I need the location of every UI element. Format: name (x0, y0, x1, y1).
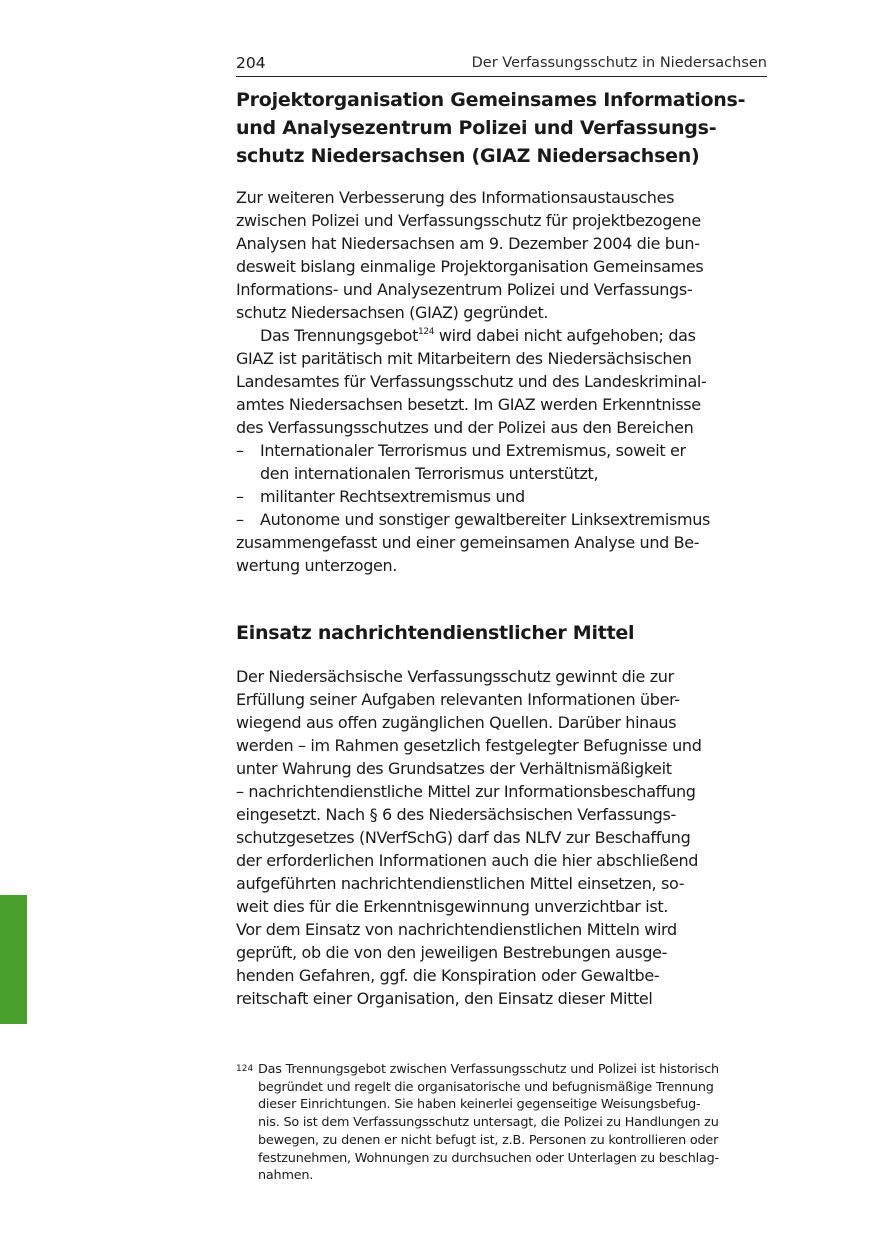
text-line: GIAZ ist paritätisch mit Mitarbeitern des Niedersächsischen (236, 349, 692, 368)
header-rule (236, 76, 767, 77)
dash-bullet: – (236, 510, 244, 529)
text-line: zwischen Polizei und Verfassungsschutz für projektbezogene (236, 211, 701, 230)
list-item (236, 439, 767, 462)
text-line: Erfüllung seiner Aufgaben relevanten Informationen über- (236, 690, 680, 709)
section-heading-giaz (236, 86, 767, 170)
footnote-line: nahmen. (258, 1168, 314, 1184)
text-line: Zur weiteren Verbesserung des Informationsaustausches (236, 188, 675, 207)
footnote-line: nis. So ist dem Verfassungsschutz untersagt, die Polizei zu Handlungen zu (258, 1115, 719, 1131)
paragraph-trennungsgebot (236, 324, 767, 577)
footnote-line: festzunehmen, Wohnungen zu durchsuchen oder Unterlagen zu beschlag- (258, 1150, 719, 1166)
text-line: weit dies für die Erkenntnisgewinnung unverzichtbar ist. (236, 897, 669, 916)
text-line: desweit bislang einmalige Projektorganisation Gemeinsames (236, 257, 704, 276)
text-line: geprüft, ob die von den jeweiligen Bestrebungen ausge- (236, 943, 668, 962)
text-fragment: Das Trennungsgebot (260, 326, 419, 345)
paragraph-giaz-intro (236, 186, 767, 324)
text-fragment: wird dabei nicht aufgehoben; das (434, 326, 696, 345)
footnote-124 (236, 1061, 767, 1185)
text-line: Analysen hat Niedersachsen am 9. Dezember 2004 die bun- (236, 234, 700, 253)
dash-bullet: – (236, 441, 244, 460)
footnote-line: dieser Einrichtungen. Sie haben keinerlei gegenseitige Weisungsbefug- (258, 1097, 701, 1113)
text-line: des Verfassungsschutzes und der Polizei aus den Bereichen (236, 418, 694, 437)
dash-bullet: – (236, 487, 244, 506)
bullet-list (236, 439, 767, 531)
list-item-text: Autonome und sonstiger gewaltbereiter Linksextremismus (260, 510, 711, 529)
footnote-line: Das Trennungsgebot zwischen Verfassungsschutz und Polizei ist historisch (258, 1062, 719, 1077)
list-item-continuation: den internationalen Terrorismus unterstützt, (260, 464, 599, 483)
text-line: werden – im Rahmen gesetzlich festgelegter Befugnisse und (236, 736, 702, 755)
chapter-thumb-tab (0, 895, 27, 1024)
list-item (236, 508, 767, 531)
text-line: henden Gefahren, ggf. die Konspiration oder Gewaltbe- (236, 966, 660, 985)
text-line: Der Niedersächsische Verfassungsschutz gewinnt die zur (236, 667, 674, 686)
text-line: Vor dem Einsatz von nachrichtendienstlichen Mitteln wird (236, 920, 677, 939)
text-line: unter Wahrung des Grundsatzes der Verhältnismäßigkeit (236, 759, 672, 778)
paragraph-einsatz (236, 665, 767, 1010)
text-line: – nachrichtendienstliche Mittel zur Informationsbeschaffung (236, 782, 696, 801)
text-line: schutzgesetzes (NVerfSchG) darf das NLfV zur Beschaffung (236, 828, 691, 847)
text-line: eingesetzt. Nach § 6 des Niedersächsischen Verfassungs- (236, 805, 676, 824)
section-heading-einsatz: Einsatz nachrichtendienstlicher Mittel (236, 622, 635, 644)
text-line: zusammengefasst und einer gemeinsamen Analyse und Be- (236, 533, 700, 552)
heading-line: und Analysezentrum Polizei und Verfassungs- (236, 117, 717, 139)
text-line: schutz Niedersachsen (GIAZ) gegründet. (236, 303, 549, 322)
running-header-title: Der Verfassungsschutz in Niedersachsen (471, 55, 767, 71)
footnote-number: 124 (236, 1064, 254, 1074)
text-line (236, 324, 767, 347)
footnote-area (236, 1061, 767, 1185)
text-line: wiegend aus offen zugänglichen Quellen. Darüber hinaus (236, 713, 677, 732)
text-line: aufgeführten nachrichtendienstlichen Mittel einsetzen, so- (236, 874, 685, 893)
text-line: amtes Niedersachsen besetzt. Im GIAZ werden Erkenntnisse (236, 395, 701, 414)
text-line: der erforderlichen Informationen auch die hier abschließend (236, 851, 699, 870)
footnote-text (258, 1061, 719, 1185)
text-line: wertung unterzogen. (236, 556, 398, 575)
text-line: Informations- und Analysezentrum Polizei und Verfassungs- (236, 280, 693, 299)
list-item-text: militanter Rechtsextremismus und (260, 487, 525, 506)
main-content (236, 86, 767, 1010)
page-number: 204 (236, 54, 266, 72)
text-line: Landesamtes für Verfassungsschutz und des Landeskriminal- (236, 372, 707, 391)
footnote-line: bewegen, zu denen er nicht befugt ist, z.B. Personen zu kontrollieren oder (258, 1132, 719, 1148)
footnote-line: begründet und regelt die organisatorische und befugnismäßige Trennung (258, 1079, 714, 1095)
text-line: reitschaft einer Organisation, den Einsatz dieser Mittel (236, 989, 653, 1008)
list-item (236, 485, 767, 508)
heading-line: schutz Niedersachsen (GIAZ Niedersachsen) (236, 145, 700, 167)
footnote-reference[interactable]: 124 (418, 327, 435, 337)
heading-line: Projektorganisation Gemeinsames Informations- (236, 89, 746, 111)
list-item-text: Internationaler Terrorismus und Extremismus, soweit er (260, 441, 686, 460)
